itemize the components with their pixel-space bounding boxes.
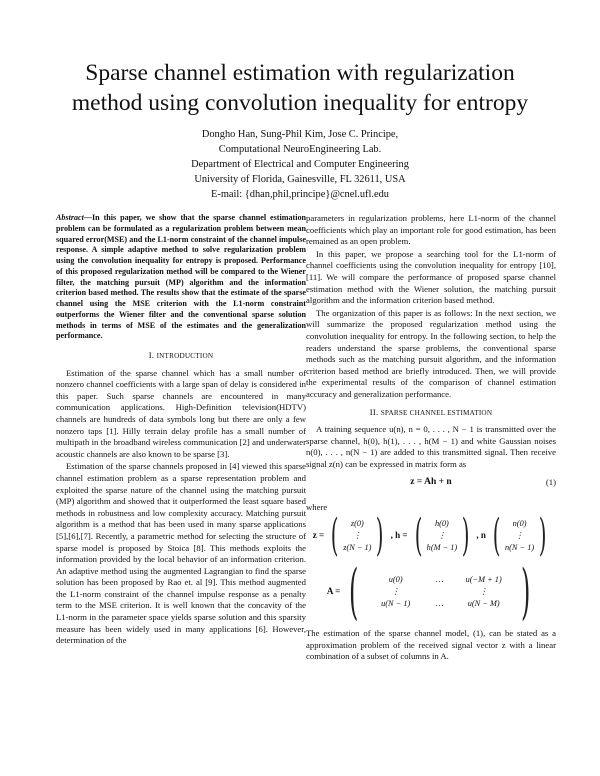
- email: E-mail: {dhan,phil,principe}@cnel.ufl.edu: [211, 189, 389, 200]
- section-2-number: II.: [369, 406, 379, 417]
- vec-h-mid: ⋮: [437, 531, 447, 541]
- intro-paragraph-5: The organization of this paper is as follows: In the next section, we will summarize the proposed regularization method using the convolution inequality for entropy. In the following section, to help the readers understand the sparse problems, the conventional sparse methods such as the matching pursuit algorithm, and the information criterion based method are briefly introduced. Then, we will provide the experimental results of the comparison of channel estimation accuracy and generalization performance.: [306, 307, 556, 399]
- title-line-2: method using convolution inequality for entropy: [71, 90, 529, 116]
- section-1-heading: [56, 350, 306, 363]
- vec-n-bot: n(N − 1): [505, 543, 535, 553]
- left-column: [56, 213, 306, 647]
- vec-h-top: h(0): [435, 519, 449, 529]
- abstract-text: —In this paper, we show that the sparse channel estimation problem can be formulated as a regularization problem between mean squared error(MSE) and the L1-norm constraint of the channel impulse response. A simple adaptive method to solve regularization problem using the convolution inequality for entropy is proposed. Performance of this proposed regularization method will be compared to the Wiener filter, the matching pursuit (MP) algorithm and the information criterion based method. The results show that the estimate of the sparse channel using the MSE criterion with the L1-norm constraint outperforms the Wiener filter and the conventional sparse solution methods in terms of MSE of the estimates and the generalization performance.: [56, 213, 306, 341]
- intro-paragraph-1: Estimation of the sparse channel which has a small number of nonzero channel coefficients with a large span of delay is considered in this paper. Such sparse channels are encountered in many communication applications. High-Definition television(HDTV) channels are hundreds of data symbols long but there are only a few nonzero taps [1]. Hilly terrain delay profile has a small number of multipath in the broadband wireless communication [2] and underwater acoustic channels are also known to be sparse [3].: [56, 367, 306, 459]
- vec-z-bot: z(N − 1): [343, 543, 372, 553]
- intro-paragraph-2: Estimation of the sparse channels proposed in [4] viewed this sparse channel estimation problem as a sparse representation problem and exploited the sparse nature of the channel using the matching pursuit (MP) algorithm and showed that it outperformed the least square based methods in robustness and low complexity accuracy. Matching pursuit algorithm is a method that has been used in many sparse applications [5],[6],[7]. Recently, a parametric method for selecting the structure of sparse model is proposed by Stoica [8]. This methods exploits the information provided by the local behavior of an information criterion. An adaptive method using the augmented Lagrangian to find the sparse solution has been proposed by Rao et. al [9]. This method augmented the L1-norm constraint of the channel impulse response as a penalty term to the MSE criterion. It is well known that the concavity of the L1-norm in the parameter space yields sparse solution and this sparsity measure has been widely used in many applications [6]. However, determination of the: [56, 461, 306, 646]
- closing-paragraph: The estimation of the sparse channel model, (1), can be stated as a approximation problem of the received signal vector z with a linear combination of a subset of columns in A.: [306, 628, 556, 662]
- vec-z-lhs: z =: [312, 530, 325, 541]
- section-2-title: SPARSE CHANNEL ESTIMATION: [380, 408, 493, 417]
- right-column: [306, 213, 556, 663]
- section-1-number: I.: [148, 350, 155, 360]
- author-block: [100, 127, 500, 202]
- section-2-heading: [306, 407, 556, 420]
- vector-definitions: [306, 510, 556, 562]
- mat-a-r2c2: [426, 586, 454, 598]
- matrix-A: A = ( u(0) … u(−M + 1) ⋮ ⋮ u(N − 1) … u(N − M) ): [326, 557, 531, 628]
- mat-a-r1c2: …: [435, 575, 444, 585]
- vec-h: ( h(0) ⋮ h(M − 1) ): [414, 510, 470, 562]
- section-2-text: A training sequence u(n), n = 0, . . . , N − 1 is transmitted over the sparse channel, h(0), h(1), . . . , h(M − 1) and white Gaussian noises n(0), . . . , n(N − 1) are added to this transmitted signal. Then receive signal z(n) can be expressed in matrix form as: [306, 424, 556, 469]
- vec-n-lhs: , n: [476, 530, 486, 541]
- mat-a-r3c3: u(N − M): [467, 599, 500, 609]
- authors: Dongho Han, Sung-Phil Kim, Jose C. Principe,: [201, 129, 399, 140]
- vec-z-top: z(0): [350, 519, 364, 529]
- lab: Computational NeuroEngineering Lab.: [218, 144, 382, 155]
- vec-n: ( n(0) ⋮ n(N − 1) ): [492, 510, 547, 562]
- paper-title: [40, 58, 560, 118]
- abstract-label: Abstract: [56, 213, 84, 222]
- vec-h-lhs: , h =: [390, 530, 408, 541]
- equation-1-body: z = Ah + n: [410, 477, 452, 488]
- section-1-title: INTRODUCTION: [156, 352, 214, 360]
- mat-a-lhs: A =: [326, 586, 341, 597]
- where-label: where: [306, 502, 328, 513]
- abstract: [56, 213, 306, 342]
- vec-z-mid: ⋮: [353, 531, 362, 541]
- intro-paragraph-4: In this paper, we propose a searching tool for the L1-norm of channel coefficients using the convolution inequality for entropy [10], [11]. We will compare the performance of proposed sparse channel estimation method with the Wiener solution, the matching pursuit algorithm and the information criterion based method.: [306, 248, 556, 306]
- mat-a-r3c1: u(N − 1): [381, 599, 411, 609]
- vec-z: ( z(0) ⋮ z(N − 1) ): [330, 510, 384, 562]
- vec-n-mid: ⋮: [515, 531, 524, 541]
- intro-paragraph-3: parameters in regularization problems, here L1-norm of the channel coefficients which play an important role for good estimation, has been remained as an open problem.: [306, 213, 556, 247]
- equation-1-number: (1): [545, 477, 556, 488]
- vec-h-bot: h(M − 1): [426, 543, 458, 553]
- mat-a-r2c1: ⋮: [391, 587, 400, 597]
- university: University of Florida, Gainesville, FL 32611, USA: [194, 174, 406, 185]
- department: Department of Electrical and Computer Engineering: [191, 159, 409, 170]
- title-line-1: Sparse channel estimation with regularization: [85, 60, 515, 86]
- mat-a-r2c3: ⋮: [479, 587, 488, 597]
- mat-a-r1c1: u(0): [388, 575, 403, 585]
- vec-n-top: n(0): [512, 519, 527, 529]
- mat-a-r1c3: u(−M + 1): [465, 575, 502, 585]
- equation-1: [306, 470, 556, 496]
- mat-a-r3c2: …: [435, 599, 444, 609]
